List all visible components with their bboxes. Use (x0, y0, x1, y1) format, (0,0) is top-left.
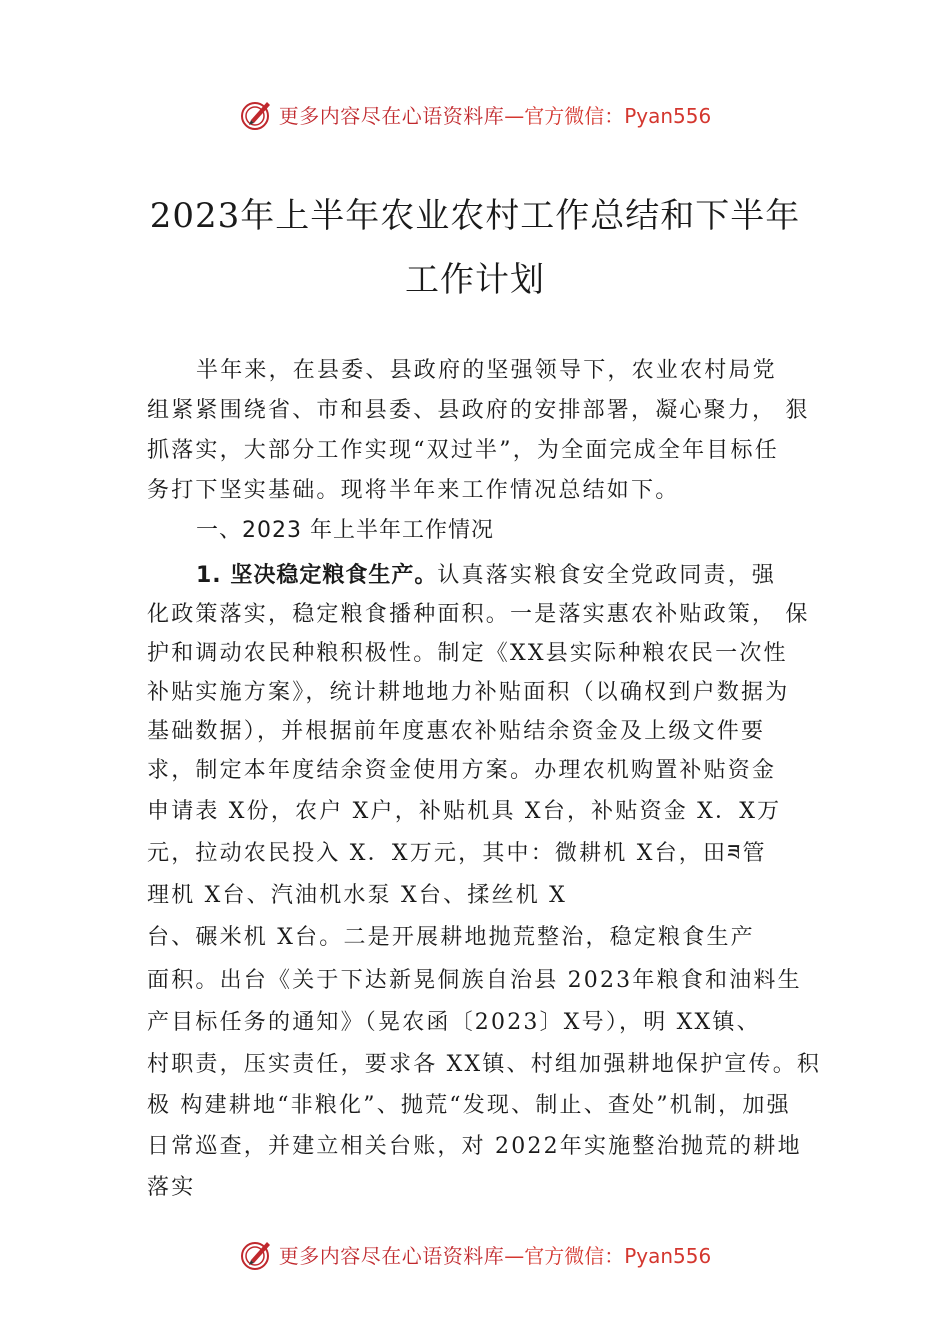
watermark-right-text: —官方微信：Pyan556 (504, 103, 712, 128)
body-line: 元，拉动农民投入 X．X万元，其中：微耕机 X台，田ཟ管 (147, 841, 767, 866)
watermark-left-text: 更多内容尽在心语资料库 (278, 1243, 505, 1268)
pen-logo-icon (239, 1236, 275, 1272)
body-line: 基础数据），并根据前年度惠农补贴结余资金及上级文件要 (147, 719, 766, 744)
section-heading: 一、2023 年上半年工作情况 (196, 518, 494, 543)
body-line: 求，制定本年度结余资金使用方案。办理农机购置补贴资金 (147, 758, 777, 783)
body-line: 半年来，在县委、县政府的坚强领导下，农业农村局党 (196, 358, 777, 383)
watermark-banner-top (0, 94, 950, 134)
body-line: 村职责，压实责任，要求各 XX镇、村组加强耕地保护宣传。积 (147, 1052, 822, 1077)
body-line: 台、碾米机 X台。二是开展耕地抛荒整治，稳定粮食生产 (147, 925, 755, 950)
body-line: 组紧紧围绕省、市和县委、县政府的安排部署，凝心聚力， 狠 (147, 398, 810, 423)
body-line: 产目标任务的通知》（晃农函〔2023〕X号），明 XX镇、 (147, 1010, 761, 1035)
document-title (0, 184, 950, 312)
item-1-text: 认真落实粮食安全党政同责，强 (437, 563, 777, 588)
item-1-bold-title: 1. 坚决稳定粮食生产。 (196, 563, 438, 588)
body-line: 面积。出台《关于下达新晃侗族自治县 2023年粮食和油料生 (147, 968, 802, 993)
title-line-2: 工作计划 (405, 260, 545, 300)
body-line: 申请表 X份，农户 X户，补贴机具 X台，补贴资金 X．X万 (147, 799, 782, 824)
body-line: 日常巡查，并建立相关台账，对 2022年实施整治抛荒的耕地 (147, 1134, 802, 1159)
body-line: 抓落实，大部分工作实现“双过半”，为全面完成全年目标任 (147, 438, 779, 463)
watermark-left-text: 更多内容尽在心语资料库 (278, 103, 505, 128)
body-line: 理机 X台、汽油机水泵 X台、揉丝机 X (147, 883, 567, 908)
body-line: 护和调动农民种粮积极性。制定《XX县实际种粮农民一次性 (147, 641, 788, 666)
item-1-first-line (196, 560, 776, 592)
watermark-right-text: —官方微信：Pyan556 (504, 1243, 712, 1268)
watermark-banner-bottom (0, 1234, 950, 1274)
body-line: 补贴实施方案》，统计耕地地力补贴面积（以确权到户数据为 (147, 680, 790, 705)
pen-logo-icon (239, 96, 275, 132)
body-line: 化政策落实，稳定粮食播种面积。一是落实惠农补贴政策， 保 (147, 602, 810, 627)
body-line: 极 构建耕地“非粮化”、抛荒“发现、制止、查处”机制，加强 (147, 1093, 791, 1118)
body-line: 落实 (147, 1175, 196, 1200)
title-line-1: 2023年上半年农业农村工作总结和下半年 (149, 196, 801, 236)
body-line: 务打下坚实基础。现将半年来工作情况总结如下。 (147, 478, 680, 503)
